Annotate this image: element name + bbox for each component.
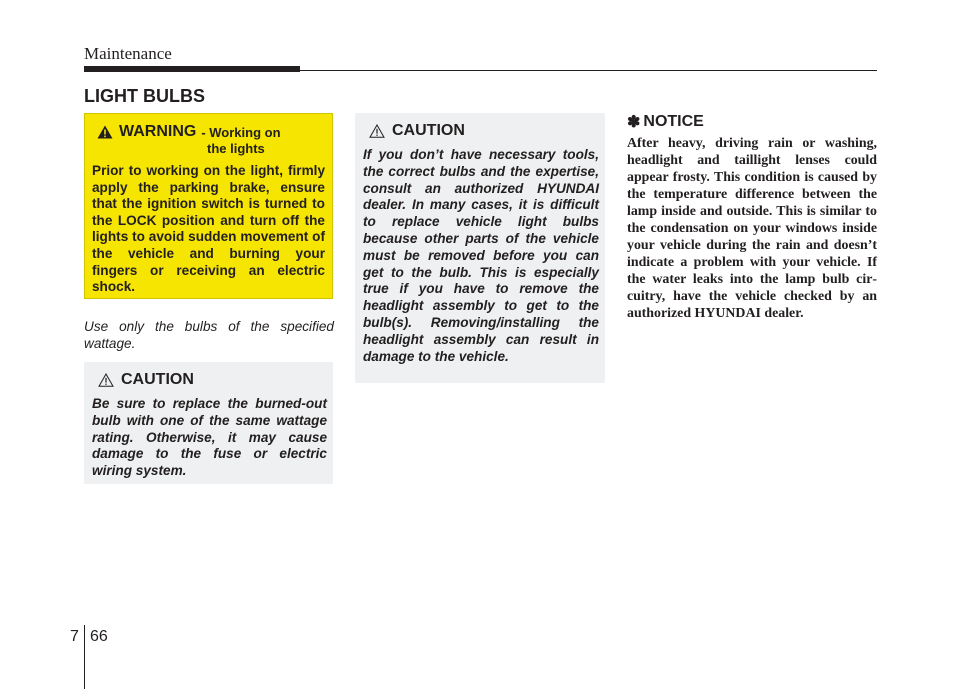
section-title: LIGHT BULBS — [84, 86, 205, 106]
header-rule-thick — [84, 66, 300, 72]
caution-word: CAUTION — [392, 122, 465, 139]
footer-page-number: 66 — [90, 628, 108, 645]
warning-triangle-icon — [97, 125, 113, 139]
notice-title — [627, 112, 704, 132]
notice-body: After heavy, driving rain or washing, headlight and taillight lenses could appear frosty. This condition is caused by the temperature difference between the lamp inside and outside. This is similar to the condensation on your windows inside your vehicle during the rain and doesn’t indicate a problem with your vehicle. If the water leaks into the lamp bulb circuitry, have the vehicle checked by an authorized HYUNDAI dealer. — [627, 136, 877, 321]
header-rule-thin — [300, 70, 877, 71]
header-title: Maintenance — [84, 44, 172, 63]
warning-subtitle-2: the lights — [207, 141, 265, 156]
caution-triangle-icon — [98, 373, 114, 387]
caution-header — [98, 371, 194, 389]
warning-header — [97, 123, 327, 157]
notice-star-icon: ✽ — [627, 114, 641, 131]
caution-header — [369, 122, 465, 140]
footer-chapter-number: 7 — [70, 628, 79, 645]
warning-box — [84, 113, 333, 299]
footer-divider — [84, 625, 85, 689]
caution-triangle-icon — [369, 124, 385, 138]
intro-text: Use only the bulbs of the specified wattage. — [84, 319, 334, 351]
warning-subtitle: - Working on — [201, 125, 281, 140]
caution-word: CAUTION — [121, 371, 194, 388]
caution-box-bulb-rating — [84, 362, 333, 484]
warning-body: Prior to working on the light, firmly apply the parking brake, ensure that the ignition switch is turned to the LOCK position and turn off the lights to avoid sudden movement of the vehicle and burning your fingers or receiving an electric shock. — [92, 163, 325, 295]
warning-word: WARNING — [119, 123, 197, 140]
caution-body: Be sure to replace the burned-out bulb with one of the same wattage rating. Otherwise, it may cause damage to the fuse or electric wiring system. — [92, 396, 327, 479]
caution-body: If you don’t have necessary tools, the correct bulbs and the expertise, consult an authorized HYUNDAI dealer. In many cases, it is difficult to replace vehicle light bulbs because other parts of the vehicle must be removed before you can get to the bulb. This is especially true if you have to remove the headlight assembly to get to the bulb(s). Removing/installing the headlight assembly can result in damage to the vehicle. — [363, 147, 599, 364]
notice-word: NOTICE — [643, 113, 704, 130]
caution-box-tools — [355, 113, 605, 383]
